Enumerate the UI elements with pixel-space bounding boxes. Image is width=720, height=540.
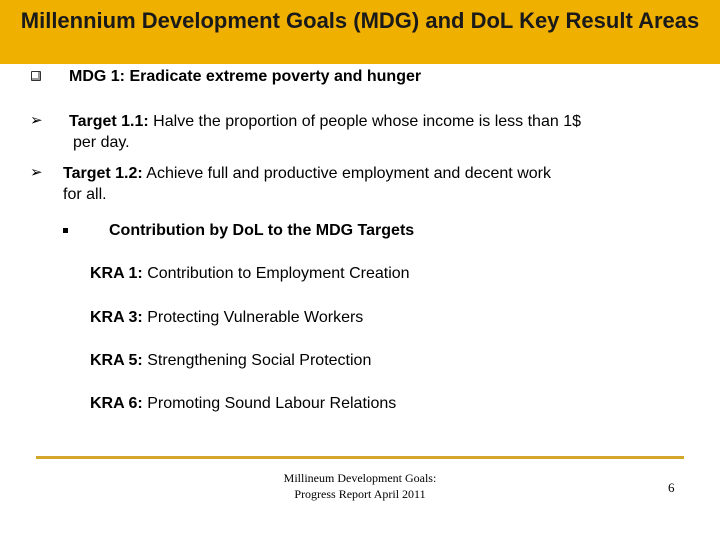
kra-label: KRA 6:	[90, 395, 143, 412]
target-1-1	[69, 112, 581, 132]
kra-label: KRA 1:	[90, 265, 143, 282]
mdg1-heading: MDG 1: Eradicate extreme poverty and hunger	[69, 68, 422, 85]
page-number: 6	[668, 480, 675, 495]
checkbox-bullet-icon	[31, 71, 41, 81]
contribution-heading: Contribution by DoL to the MDG Targets	[109, 222, 415, 239]
kra-text: Promoting Sound Labour Relations	[142, 395, 397, 412]
kra-text: Contribution to Employment Creation	[142, 265, 410, 282]
footer-line-2: Progress Report April 2011	[294, 487, 426, 501]
target-1-2-text: Achieve full and productive employment and decent work	[142, 165, 551, 182]
target-1-2-label: Target 1.2:	[63, 165, 143, 182]
kra-item	[90, 394, 396, 414]
arrow-bullet-icon: ➢	[30, 163, 43, 181]
target-1-1-text: Halve the proportion of people whose income is less than 1$	[148, 113, 581, 130]
footer-text	[240, 470, 480, 502]
kra-item	[90, 308, 363, 328]
kra-text: Protecting Vulnerable Workers	[142, 309, 364, 326]
kra-label: KRA 5:	[90, 352, 143, 369]
target-1-2	[63, 164, 551, 184]
footer-line-1: Millineum Development Goals:	[283, 471, 437, 485]
kra-item	[90, 351, 371, 371]
kra-text: Strengthening Social Protection	[142, 352, 372, 369]
kra-item	[90, 264, 410, 284]
target-1-1-label: Target 1.1:	[69, 113, 149, 130]
square-bullet-icon	[63, 228, 68, 233]
target-1-1-continued: per day.	[73, 134, 130, 151]
footer-rule	[36, 456, 684, 459]
arrow-bullet-icon: ➢	[30, 111, 43, 129]
slide-title: Millennium Development Goals (MDG) and DoL Key Result Areas	[20, 8, 700, 33]
target-1-2-continued: for all.	[63, 186, 107, 203]
kra-label: KRA 3:	[90, 309, 143, 326]
